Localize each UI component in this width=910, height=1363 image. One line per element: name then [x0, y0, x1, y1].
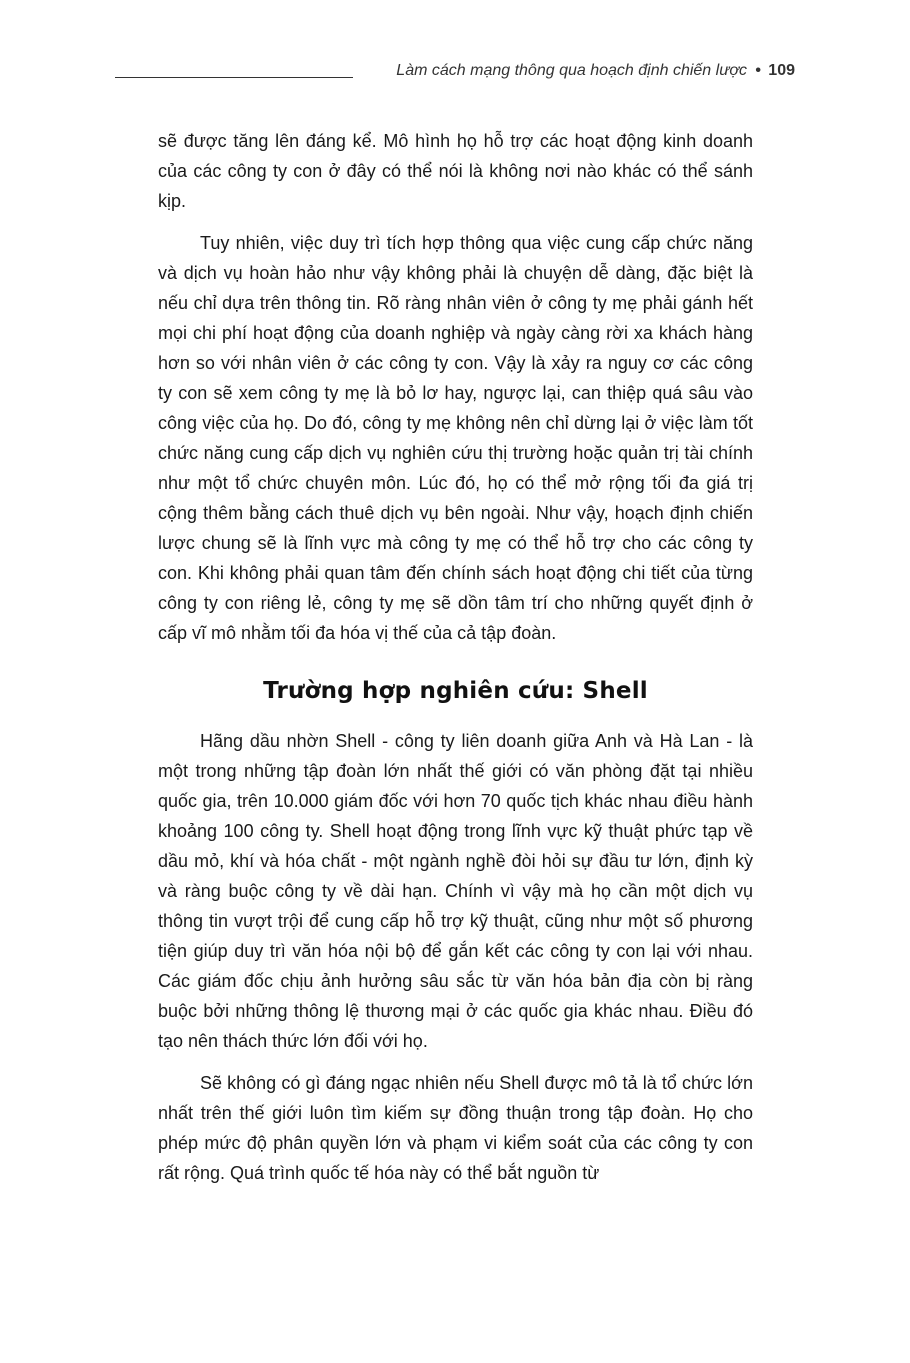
paragraph-continued: sẽ được tăng lên đáng kể. Mô hình họ hỗ trợ các hoạt động kinh doanh của các công ty con ở đây có thể nói là không nơi nào khác có thể sánh kịp.	[158, 131, 753, 211]
page-body	[158, 126, 753, 1200]
header-rule	[115, 77, 353, 78]
paragraph: Hãng dầu nhờn Shell - công ty liên doanh giữa Anh và Hà Lan - là một trong những tập đoàn lớn nhất thế giới có văn phòng đặt tại nhiều quốc gia, trên 10.000 giám đốc với hơn 70 quốc tịch khác nhau điều hành khoảng 100 công ty. Shell hoạt động trong lĩnh vực kỹ thuật phức tạp về dầu mỏ, khí và hóa chất - một ngành nghề đòi hỏi sự đầu tư lớn, định kỳ và ràng buộc công ty về dài hạn. Chính vì vậy mà họ cần một dịch vụ thông tin vượt trội để cung cấp hỗ trợ kỹ thuật, cũng như một số phương tiện giúp duy trì văn hóa nội bộ để gắn kết các công ty con lại với nhau. Các giám đốc chịu ảnh hưởng sâu sắc từ văn hóa bản địa còn bị ràng buộc bởi những thông lệ thương mại ở các quốc gia khác nhau. Điều đó tạo nên thách thức lớn đối với họ.	[158, 731, 753, 1051]
paragraph: Tuy nhiên, việc duy trì tích hợp thông qua việc cung cấp chức năng và dịch vụ hoàn hảo như vậy không phải là chuyện dễ dàng, đặc biệt là nếu chỉ dựa trên thông tin. Rõ ràng nhân viên ở công ty mẹ phải gánh hết mọi chi phí hoạt động của doanh nghiệp và ngày càng rời xa khách hàng hơn so với nhân viên ở các công ty con. Vậy là xảy ra nguy cơ các công ty con sẽ xem công ty mẹ là bỏ lơ hay, ngược lại, can thiệp quá sâu vào công việc của họ. Do đó, công ty mẹ không nên chỉ dừng lại ở việc làm tốt chức năng cung cấp dịch vụ nghiên cứu thị trường hoặc quản trị tài chính như một tổ chức chuyên môn. Lúc đó, họ có thể mở rộng tối đa giá trị cộng thêm bằng cách thuê dịch vụ bên ngoài. Như vậy, hoạch định chiến lược chung sẽ là lĩnh vực mà công ty mẹ có thể hỗ trợ cho các công ty con. Khi không phải quan tâm đến chính sách hoạt động chi tiết của từng công ty con riêng lẻ, công ty mẹ sẽ dồn tâm trí cho những quyết định ở cấp vĩ mô nhằm tối đa hóa vị thế của cả tập đoàn.	[158, 233, 753, 643]
chapter-title: Làm cách mạng thông qua hoạch định chiến lược	[396, 62, 747, 79]
section-heading: Trường hợp nghiên cứu: Shell	[263, 678, 648, 704]
page-number: 109	[768, 62, 795, 79]
running-header	[115, 62, 795, 86]
header-bullet: •	[755, 62, 761, 79]
paragraph: Sẽ không có gì đáng ngạc nhiên nếu Shell được mô tả là tổ chức lớn nhất trên thế giới luôn tìm kiếm sự đồng thuận trong tập đoàn. Họ cho phép mức độ phân quyền lớn và phạm vi kiểm soát của các công ty con rất rộng. Quá trình quốc tế hóa này có thể bắt nguồn từ	[158, 1073, 753, 1183]
